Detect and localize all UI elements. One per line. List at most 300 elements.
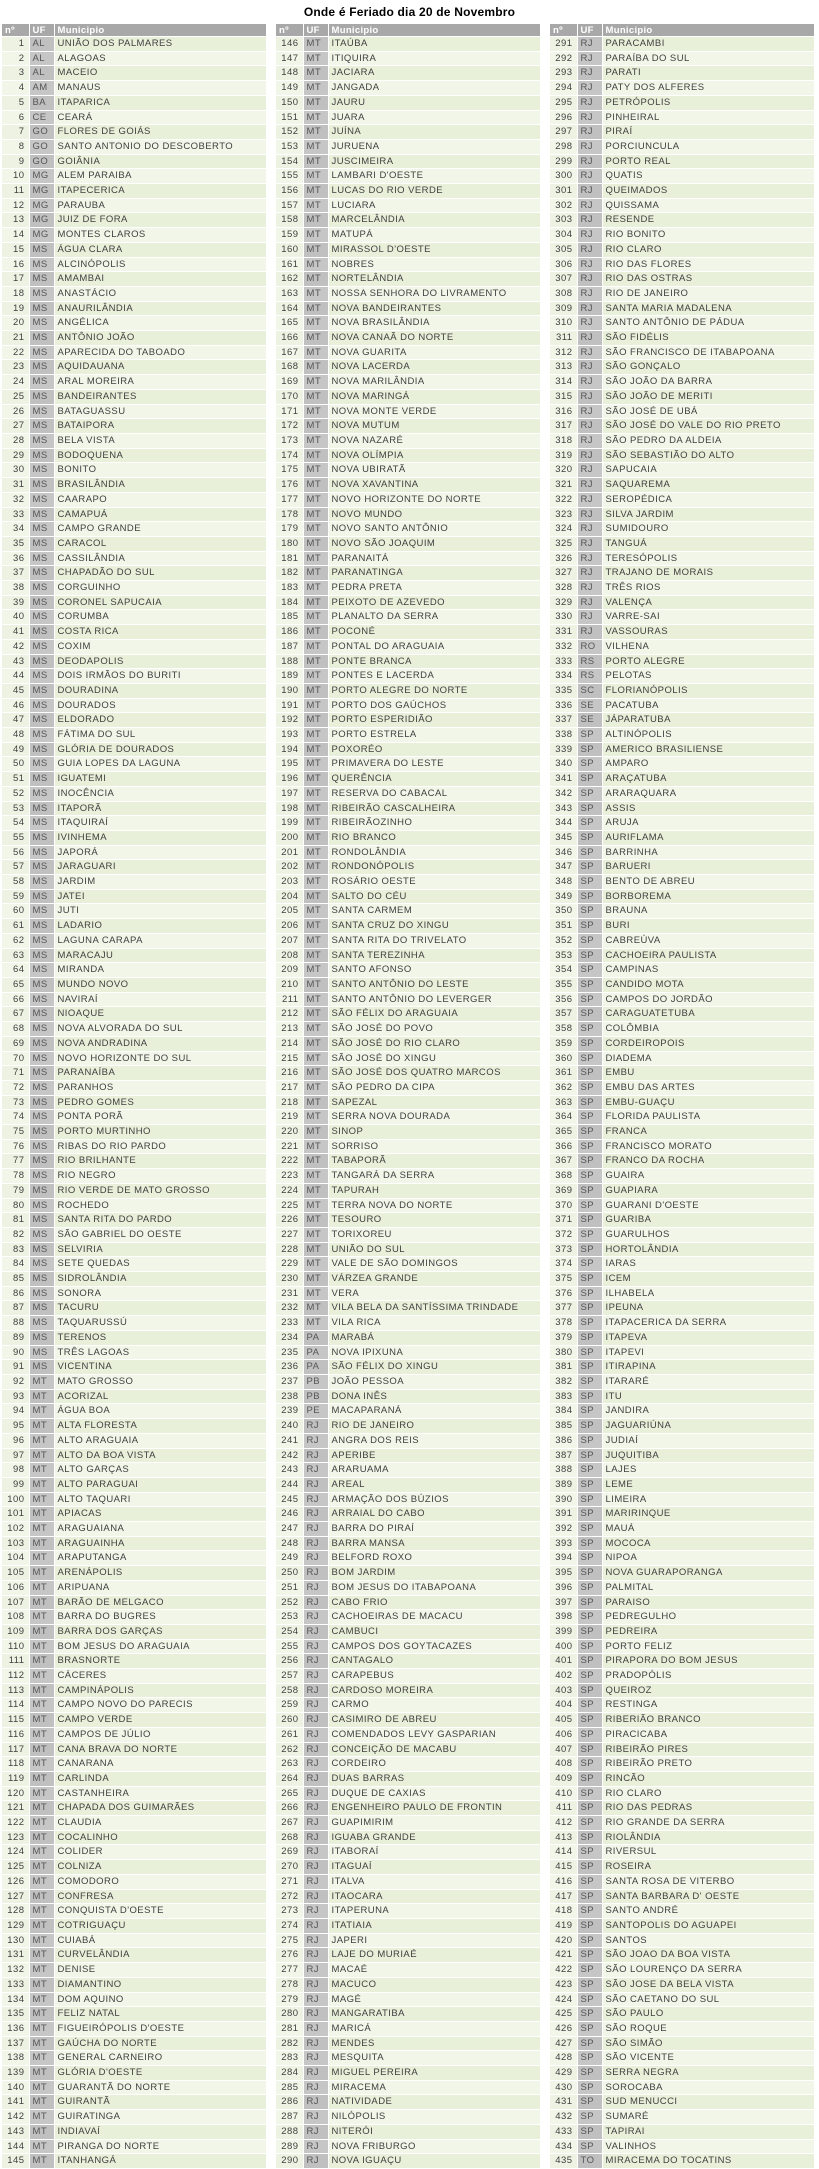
num-header: nº bbox=[550, 24, 577, 37]
row-number-cell: 177 bbox=[276, 492, 303, 507]
municipio-cell: BATAIPORA bbox=[54, 419, 267, 434]
table-row bbox=[276, 169, 541, 184]
municipio-cell: ITAPACERICA DA SERRA bbox=[602, 1316, 815, 1331]
row-number-cell: 216 bbox=[276, 1066, 303, 1081]
table-row bbox=[276, 1713, 541, 1728]
uf-cell: MT bbox=[303, 1095, 328, 1110]
municipio-cell: ILHABELA bbox=[602, 1286, 815, 1301]
uf-cell: MT bbox=[303, 360, 328, 375]
table-row bbox=[276, 257, 541, 272]
uf-cell: SP bbox=[577, 1801, 602, 1816]
municipio-cell: PORTO MURTINHO bbox=[54, 1125, 267, 1140]
municipio-cell: DUAS BARRAS bbox=[328, 1771, 541, 1786]
table-row bbox=[2, 1786, 267, 1801]
municipio-cell: PORTO DOS GAÚCHOS bbox=[328, 698, 541, 713]
uf-cell: MS bbox=[29, 948, 54, 963]
uf-cell: RJ bbox=[577, 478, 602, 493]
table-row bbox=[276, 757, 541, 772]
uf-cell: RJ bbox=[303, 2080, 328, 2095]
row-number-cell: 316 bbox=[550, 404, 577, 419]
uf-cell: RJ bbox=[577, 419, 602, 434]
row-number-cell: 274 bbox=[276, 1919, 303, 1934]
uf-cell: MS bbox=[29, 433, 54, 448]
table-row bbox=[550, 1139, 815, 1154]
uf-cell: MT bbox=[303, 169, 328, 184]
table-row bbox=[276, 889, 541, 904]
table-row bbox=[276, 1963, 541, 1978]
row-number-cell: 405 bbox=[550, 1713, 577, 1728]
municipio-cell: MOCOCA bbox=[602, 1536, 815, 1551]
uf-cell: MS bbox=[29, 331, 54, 346]
table-row bbox=[2, 492, 267, 507]
table-row bbox=[276, 1698, 541, 1713]
table-row bbox=[2, 1389, 267, 1404]
municipio-cell: SÃO PEDRO DA CIPA bbox=[328, 1080, 541, 1095]
municipio-cell: ASSIS bbox=[602, 801, 815, 816]
table-row bbox=[276, 1213, 541, 1228]
municipio-cell: CARAPEBUS bbox=[328, 1669, 541, 1684]
uf-cell: RJ bbox=[577, 625, 602, 640]
row-number-cell: 28 bbox=[2, 433, 29, 448]
row-number-cell: 5 bbox=[2, 95, 29, 110]
uf-cell: RJ bbox=[577, 198, 602, 213]
uf-cell: MT bbox=[303, 66, 328, 81]
municipio-cell: CEARÁ bbox=[54, 110, 267, 125]
uf-cell: MT bbox=[303, 37, 328, 52]
municipio-cell: JUQUITIBA bbox=[602, 1448, 815, 1463]
table-row bbox=[550, 772, 815, 787]
municipio-cell: FIGUEIRÓPOLIS D'OESTE bbox=[54, 2021, 267, 2036]
row-number-cell: 330 bbox=[550, 610, 577, 625]
table-row bbox=[550, 1713, 815, 1728]
municipio-cell: BARRA DOS GARÇAS bbox=[54, 1624, 267, 1639]
uf-cell: MT bbox=[303, 331, 328, 346]
municipio-cell: CARACOL bbox=[54, 536, 267, 551]
row-number-cell: 153 bbox=[276, 139, 303, 154]
municipio-cell: CARDOSO MOREIRA bbox=[328, 1683, 541, 1698]
municipio-cell: SÃO FÉLIX DO XINGU bbox=[328, 1360, 541, 1375]
uf-cell: MS bbox=[29, 522, 54, 537]
municipio-cell: VASSOURAS bbox=[602, 625, 815, 640]
table-row bbox=[276, 801, 541, 816]
table-row bbox=[550, 742, 815, 757]
table-row bbox=[2, 919, 267, 934]
row-number-cell: 428 bbox=[550, 2051, 577, 2066]
uf-cell: SP bbox=[577, 2124, 602, 2139]
municipio-cell: NORTELÂNDIA bbox=[328, 272, 541, 287]
row-number-cell: 364 bbox=[550, 1110, 577, 1125]
uf-cell: MS bbox=[29, 463, 54, 478]
table-row bbox=[2, 1433, 267, 1448]
table-row bbox=[2, 1742, 267, 1757]
uf-cell: RJ bbox=[303, 1816, 328, 1831]
municipio-cell: COLÔMBIA bbox=[602, 1022, 815, 1037]
table-row bbox=[276, 1522, 541, 1537]
table-row bbox=[550, 184, 815, 199]
table-row bbox=[550, 2139, 815, 2154]
row-number-cell: 191 bbox=[276, 698, 303, 713]
uf-cell: MS bbox=[29, 1301, 54, 1316]
uf-cell: MT bbox=[303, 919, 328, 934]
row-number-cell: 298 bbox=[550, 139, 577, 154]
row-number-cell: 106 bbox=[2, 1580, 29, 1595]
municipio-cell: PARACAMBI bbox=[602, 37, 815, 52]
uf-cell: MS bbox=[29, 257, 54, 272]
row-number-cell: 166 bbox=[276, 331, 303, 346]
uf-cell: MT bbox=[29, 2066, 54, 2081]
table-row bbox=[2, 786, 267, 801]
municipio-cell: SÃO GONÇALO bbox=[602, 360, 815, 375]
row-number-cell: 120 bbox=[2, 1786, 29, 1801]
table-row bbox=[550, 360, 815, 375]
municipio-cell: SORRISO bbox=[328, 1139, 541, 1154]
municipio-cell: BARRA MANSA bbox=[328, 1536, 541, 1551]
municipio-cell: RIOLÂNDIA bbox=[602, 1830, 815, 1845]
table-row bbox=[2, 1698, 267, 1713]
uf-cell: MS bbox=[29, 1198, 54, 1213]
municipio-cell: MANAUS bbox=[54, 81, 267, 96]
municipio-cell: SANTO ANTÔNIO DO LESTE bbox=[328, 978, 541, 993]
row-number-cell: 208 bbox=[276, 948, 303, 963]
row-number-cell: 273 bbox=[276, 1904, 303, 1919]
row-number-cell: 159 bbox=[276, 228, 303, 243]
uf-cell: MT bbox=[29, 1904, 54, 1919]
table-row bbox=[276, 948, 541, 963]
row-number-cell: 382 bbox=[550, 1374, 577, 1389]
municipio-cell: RESENDE bbox=[602, 213, 815, 228]
municipio-cell: CASIMIRO DE ABREU bbox=[328, 1713, 541, 1728]
municipio-cell: JATEI bbox=[54, 889, 267, 904]
row-number-cell: 374 bbox=[550, 1257, 577, 1272]
uf-cell: MT bbox=[29, 1816, 54, 1831]
table-row bbox=[2, 51, 267, 66]
row-number-cell: 365 bbox=[550, 1125, 577, 1140]
table-row bbox=[276, 1330, 541, 1345]
row-number-cell: 242 bbox=[276, 1448, 303, 1463]
municipio-cell: PEIXOTO DE AZEVEDO bbox=[328, 595, 541, 610]
municipio-cell: CANTAGALO bbox=[328, 1654, 541, 1669]
row-number-cell: 172 bbox=[276, 419, 303, 434]
table-row bbox=[550, 507, 815, 522]
row-number-cell: 390 bbox=[550, 1492, 577, 1507]
table-row bbox=[2, 2124, 267, 2139]
municipio-cell: ARAL MOREIRA bbox=[54, 375, 267, 390]
uf-cell: MT bbox=[303, 581, 328, 596]
row-number-cell: 272 bbox=[276, 1889, 303, 1904]
uf-cell: RJ bbox=[303, 1713, 328, 1728]
row-number-cell: 417 bbox=[550, 1889, 577, 1904]
municipio-cell: GUARULHOS bbox=[602, 1227, 815, 1242]
uf-cell: SP bbox=[577, 1036, 602, 1051]
municipio-cell: VICENTINA bbox=[54, 1360, 267, 1375]
table-row bbox=[276, 81, 541, 96]
table-row bbox=[2, 2007, 267, 2022]
row-number-cell: 257 bbox=[276, 1669, 303, 1684]
municipio-cell: BANDEIRANTES bbox=[54, 389, 267, 404]
row-number-cell: 50 bbox=[2, 757, 29, 772]
uf-cell: MS bbox=[29, 536, 54, 551]
table-row bbox=[2, 2051, 267, 2066]
municipio-cell: TORIXOREU bbox=[328, 1227, 541, 1242]
table-row bbox=[550, 1522, 815, 1537]
table-row bbox=[550, 669, 815, 684]
municipio-cell: NOSSA SENHORA DO LIVRAMENTO bbox=[328, 286, 541, 301]
uf-cell: RJ bbox=[577, 463, 602, 478]
row-number-cell: 183 bbox=[276, 581, 303, 596]
municipio-cell: PEDREIRA bbox=[602, 1624, 815, 1639]
table-row bbox=[550, 1639, 815, 1654]
uf-cell: SP bbox=[577, 801, 602, 816]
row-number-cell: 277 bbox=[276, 1963, 303, 1978]
row-number-cell: 217 bbox=[276, 1080, 303, 1095]
row-number-cell: 54 bbox=[2, 816, 29, 831]
table-row bbox=[276, 1786, 541, 1801]
row-number-cell: 125 bbox=[2, 1860, 29, 1875]
table-row bbox=[276, 1257, 541, 1272]
municipio-cell: RIBEIRÃO PRETO bbox=[602, 1757, 815, 1772]
uf-cell: GO bbox=[29, 154, 54, 169]
table-row bbox=[550, 286, 815, 301]
row-number-cell: 249 bbox=[276, 1551, 303, 1566]
uf-cell: MS bbox=[29, 801, 54, 816]
municipio-cell: CANARANA bbox=[54, 1757, 267, 1772]
row-number-cell: 395 bbox=[550, 1566, 577, 1581]
table-row bbox=[2, 1080, 267, 1095]
row-number-cell: 72 bbox=[2, 1080, 29, 1095]
municipio-cell: SANTA CRUZ DO XINGU bbox=[328, 919, 541, 934]
row-number-cell: 108 bbox=[2, 1610, 29, 1625]
municipio-cell: RIBERIÃO BRANCO bbox=[602, 1713, 815, 1728]
municipio-cell: PINHEIRAL bbox=[602, 110, 815, 125]
uf-cell: MT bbox=[29, 1698, 54, 1713]
table-row bbox=[2, 595, 267, 610]
row-number-cell: 175 bbox=[276, 463, 303, 478]
uf-cell: MS bbox=[29, 904, 54, 919]
municipio-cell: MAUÁ bbox=[602, 1522, 815, 1537]
uf-cell: MT bbox=[303, 963, 328, 978]
table-row bbox=[276, 1595, 541, 1610]
row-number-cell: 335 bbox=[550, 683, 577, 698]
table-row bbox=[550, 1345, 815, 1360]
uf-cell: MS bbox=[29, 698, 54, 713]
row-number-cell: 325 bbox=[550, 536, 577, 551]
table-row bbox=[550, 1727, 815, 1742]
uf-cell: SP bbox=[577, 1169, 602, 1184]
table-row bbox=[2, 1330, 267, 1345]
municipio-cell: ROCHEDO bbox=[54, 1198, 267, 1213]
uf-cell: MS bbox=[29, 845, 54, 860]
uf-cell: SP bbox=[577, 1742, 602, 1757]
row-number-cell: 97 bbox=[2, 1448, 29, 1463]
municipio-cell: CABO FRIO bbox=[328, 1595, 541, 1610]
row-number-cell: 353 bbox=[550, 948, 577, 963]
row-number-cell: 190 bbox=[276, 683, 303, 698]
municipio-cell: NOVO SÃO JOAQUIM bbox=[328, 536, 541, 551]
municipio-cell: SALTO DO CÉU bbox=[328, 889, 541, 904]
table-row bbox=[550, 242, 815, 257]
municipio-cell: ARAGUAIANA bbox=[54, 1522, 267, 1537]
municipio-cell: EMBU-GUAÇU bbox=[602, 1095, 815, 1110]
municipio-cell: CÁCERES bbox=[54, 1669, 267, 1684]
row-number-cell: 414 bbox=[550, 1845, 577, 1860]
row-number-cell: 219 bbox=[276, 1110, 303, 1125]
municipio-cell: ARRAIAL DO CABO bbox=[328, 1507, 541, 1522]
row-number-cell: 281 bbox=[276, 2021, 303, 2036]
uf-cell: MT bbox=[303, 816, 328, 831]
uf-cell: MT bbox=[303, 95, 328, 110]
municipio-cell: ANTÔNIO JOÃO bbox=[54, 331, 267, 346]
uf-cell: SP bbox=[577, 1683, 602, 1698]
row-number-cell: 433 bbox=[550, 2124, 577, 2139]
row-number-cell: 255 bbox=[276, 1639, 303, 1654]
uf-cell: RJ bbox=[303, 2021, 328, 2036]
row-number-cell: 295 bbox=[550, 95, 577, 110]
table-row bbox=[550, 110, 815, 125]
table-row bbox=[2, 1022, 267, 1037]
table-row bbox=[276, 316, 541, 331]
table-row bbox=[2, 257, 267, 272]
uf-cell: RJ bbox=[577, 169, 602, 184]
table-row bbox=[2, 1963, 267, 1978]
municipio-cell: RESTINGA bbox=[602, 1698, 815, 1713]
row-number-cell: 77 bbox=[2, 1154, 29, 1169]
row-number-cell: 312 bbox=[550, 345, 577, 360]
uf-cell: MT bbox=[303, 566, 328, 581]
uf-cell: MS bbox=[29, 566, 54, 581]
uf-cell: MG bbox=[29, 198, 54, 213]
table-row bbox=[2, 1213, 267, 1228]
uf-cell: MS bbox=[29, 595, 54, 610]
row-number-cell: 415 bbox=[550, 1860, 577, 1875]
municipio-cell: DIAMANTINO bbox=[54, 1977, 267, 1992]
table-row bbox=[550, 139, 815, 154]
uf-cell: RJ bbox=[303, 1977, 328, 1992]
table-row bbox=[276, 1933, 541, 1948]
uf-cell: SP bbox=[577, 2036, 602, 2051]
table-row bbox=[2, 889, 267, 904]
uf-cell: PA bbox=[303, 1330, 328, 1345]
uf-cell: TO bbox=[577, 2154, 602, 2169]
row-number-cell: 188 bbox=[276, 654, 303, 669]
table-row bbox=[550, 1169, 815, 1184]
row-number-cell: 193 bbox=[276, 728, 303, 743]
table-row bbox=[276, 1536, 541, 1551]
municipio-cell: NOVA GUARITA bbox=[328, 345, 541, 360]
row-number-cell: 296 bbox=[550, 110, 577, 125]
municipio-cell: SÃO JOSÉ DOS QUATRO MARCOS bbox=[328, 1066, 541, 1081]
table-row bbox=[2, 154, 267, 169]
uf-cell: MT bbox=[29, 1889, 54, 1904]
uf-cell: MT bbox=[29, 1683, 54, 1698]
table-row bbox=[2, 610, 267, 625]
municipio-cell: NIOAQUE bbox=[54, 1007, 267, 1022]
uf-cell: MT bbox=[29, 2051, 54, 2066]
row-number-cell: 19 bbox=[2, 301, 29, 316]
uf-cell: SP bbox=[577, 742, 602, 757]
row-number-cell: 225 bbox=[276, 1198, 303, 1213]
row-number-cell: 46 bbox=[2, 698, 29, 713]
uf-cell: MT bbox=[303, 742, 328, 757]
row-number-cell: 160 bbox=[276, 242, 303, 257]
row-number-cell: 169 bbox=[276, 375, 303, 390]
municipio-cell: PEDREGULHO bbox=[602, 1610, 815, 1625]
uf-cell: MS bbox=[29, 1066, 54, 1081]
uf-cell: RJ bbox=[303, 1698, 328, 1713]
row-number-cell: 78 bbox=[2, 1169, 29, 1184]
uf-cell: MT bbox=[303, 316, 328, 331]
uf-cell: SP bbox=[577, 1198, 602, 1213]
row-number-cell: 400 bbox=[550, 1639, 577, 1654]
municipio-cell: PONTE BRANCA bbox=[328, 654, 541, 669]
table-row bbox=[2, 213, 267, 228]
municipio-cell: PORTO ESTRELA bbox=[328, 728, 541, 743]
uf-cell: MS bbox=[29, 1286, 54, 1301]
table-row bbox=[550, 2051, 815, 2066]
table-row bbox=[276, 1992, 541, 2007]
municipio-cell: BOM JARDIM bbox=[328, 1566, 541, 1581]
uf-cell: SP bbox=[577, 1830, 602, 1845]
uf-cell: MT bbox=[303, 184, 328, 199]
uf-cell: SP bbox=[577, 1639, 602, 1654]
municipio-cell: DEODAPOLIS bbox=[54, 654, 267, 669]
municipio-cell: SÃO JOÃO DA BARRA bbox=[602, 375, 815, 390]
uf-cell: SP bbox=[577, 1713, 602, 1728]
uf-cell: PA bbox=[303, 1360, 328, 1375]
uf-cell: MT bbox=[29, 1551, 54, 1566]
table-header-row bbox=[276, 24, 541, 37]
table-row bbox=[276, 1110, 541, 1125]
table-row bbox=[2, 1727, 267, 1742]
municipio-cell: GUARIBA bbox=[602, 1213, 815, 1228]
uf-cell: SP bbox=[577, 2080, 602, 2095]
municipio-cell: MAGÉ bbox=[328, 1992, 541, 2007]
uf-cell: MT bbox=[29, 1757, 54, 1772]
row-number-cell: 287 bbox=[276, 2110, 303, 2125]
uf-cell: MT bbox=[29, 1727, 54, 1742]
table-row bbox=[276, 2080, 541, 2095]
table-row bbox=[550, 1889, 815, 1904]
row-number-cell: 35 bbox=[2, 536, 29, 551]
uf-cell: SP bbox=[577, 1904, 602, 1919]
table-row bbox=[2, 1007, 267, 1022]
municipio-cell: CHAPADÃO DO SUL bbox=[54, 566, 267, 581]
municipio-cell: NOVA OLÍMPIA bbox=[328, 448, 541, 463]
table-row bbox=[550, 1272, 815, 1287]
table-row bbox=[2, 963, 267, 978]
table-row bbox=[550, 1904, 815, 1919]
table-row bbox=[2, 1404, 267, 1419]
row-number-cell: 328 bbox=[550, 581, 577, 596]
table-row bbox=[276, 1301, 541, 1316]
table-row bbox=[2, 1507, 267, 1522]
row-number-cell: 431 bbox=[550, 2095, 577, 2110]
uf-cell: AL bbox=[29, 66, 54, 81]
uf-cell: MT bbox=[29, 1845, 54, 1860]
table-row bbox=[550, 1360, 815, 1375]
uf-cell: GO bbox=[29, 139, 54, 154]
table-row bbox=[550, 992, 815, 1007]
table-row bbox=[276, 2021, 541, 2036]
table-row bbox=[550, 51, 815, 66]
municipio-cell: TERRA NOVA DO NORTE bbox=[328, 1198, 541, 1213]
uf-cell: MS bbox=[29, 1095, 54, 1110]
row-number-cell: 244 bbox=[276, 1477, 303, 1492]
row-number-cell: 180 bbox=[276, 536, 303, 551]
table-row bbox=[276, 228, 541, 243]
table-row bbox=[2, 1654, 267, 1669]
municipio-header: Municipio bbox=[54, 24, 267, 37]
uf-cell: SP bbox=[577, 1624, 602, 1639]
